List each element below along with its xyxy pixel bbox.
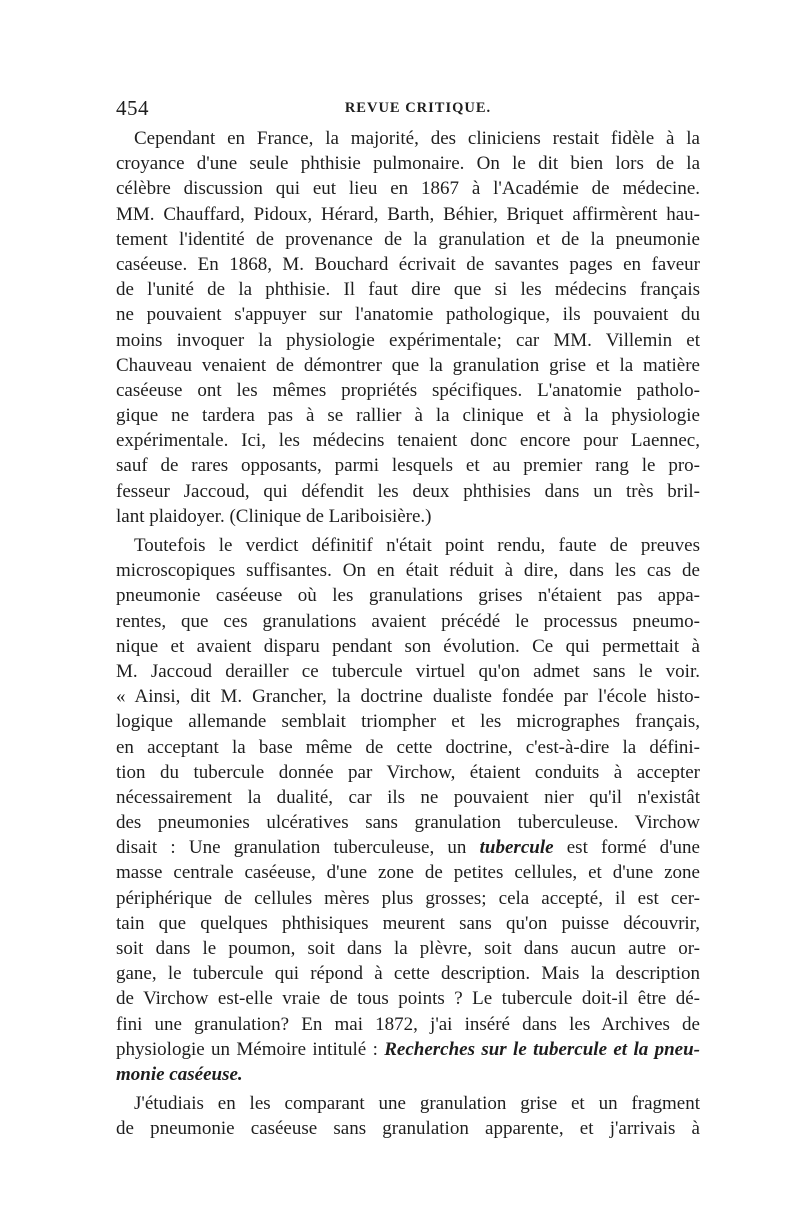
text-line: en acceptant la base même de cette doctrine, c'est-à-dire la défini- bbox=[116, 736, 700, 758]
journal-title: REVUE CRITIQUE. bbox=[344, 100, 492, 116]
line-text-before: disait : Une granulation tuberculeuse, un bbox=[116, 837, 480, 859]
text-line: Chauveau venaient de démontrer que la granulation grise et la matière bbox=[116, 354, 700, 376]
text-line: caséeuse. En 1868, M. Bouchard écrivait de savantes pages en faveur bbox=[116, 253, 700, 275]
memoir-title-end: monie caséeuse. bbox=[116, 1063, 243, 1085]
text-line: tement l'identité de provenance de la granulation et de la pneumonie bbox=[116, 228, 700, 250]
paragraph-2 bbox=[116, 533, 700, 1087]
text-line-with-emphasis bbox=[116, 835, 700, 860]
text-line: tain que quelques phthisiques meurent sans qu'on puisse découvrir, bbox=[116, 912, 700, 934]
text-line: caséeuse ont les mêmes propriétés spécifiques. L'anatomie patholo- bbox=[116, 379, 700, 401]
text-line: gique ne tardera pas à se rallier à la clinique et à la physiologie bbox=[116, 405, 700, 427]
text-line: croyance d'une seule phthisie pulmonaire. On le dit bien lors de la bbox=[116, 153, 700, 175]
text-line: pneumonie caséeuse où les granulations grises n'étaient pas appa- bbox=[116, 585, 700, 607]
text-line-with-title bbox=[116, 1037, 700, 1062]
text-line: des pneumonies ulcératives sans granulation tuberculeuse. Virchow bbox=[116, 812, 700, 834]
text-line: nécessairement la dualité, car ils ne pouvaient nier qu'il n'existât bbox=[116, 786, 700, 808]
text-line: fini une granulation? En mai 1872, j'ai inséré dans les Archives de bbox=[116, 1013, 700, 1035]
body-text bbox=[116, 126, 700, 1142]
text-line: célèbre discussion qui eut lieu en 1867 à l'Académie de médecine. bbox=[116, 178, 700, 200]
text-line: gane, le tubercule qui répond à cette description. Mais la description bbox=[116, 963, 700, 985]
running-head bbox=[116, 96, 700, 126]
text-line: rentes, que ces granulations avaient précédé le processus pneumo- bbox=[116, 610, 700, 632]
text-line: J'étudiais en les comparant une granulation grise et un fragment bbox=[134, 1093, 700, 1115]
text-line: « Ainsi, dit M. Grancher, la doctrine dualiste fondée par l'école histo- bbox=[116, 686, 700, 708]
text-line: ne pouvaient s'appuyer sur l'anatomie pathologique, ils pouvaient du bbox=[116, 304, 700, 326]
line-text-after: est formé d'une bbox=[553, 837, 700, 859]
text-line: masse centrale caséeuse, d'une zone de petites cellules, et d'une zone bbox=[116, 862, 700, 884]
text-line: tion du tubercule donnée par Virchow, étaient conduits à accepter bbox=[116, 761, 700, 783]
memoir-title: Recherches sur le tubercule et la pneu- bbox=[384, 1038, 700, 1060]
emphasis-tubercule: tubercule bbox=[479, 837, 554, 859]
text-line: logique allemande semblait triompher et les micrographes français, bbox=[116, 711, 700, 733]
text-line: microscopiques suffisantes. On en était réduit à dire, dans les cas de bbox=[116, 560, 700, 582]
text-line: lant plaidoyer. (Clinique de Lariboisière.) bbox=[116, 505, 432, 527]
text-line: expérimentale. Ici, les médecins tenaient donc encore pour Laennec, bbox=[116, 430, 700, 452]
text-line: moins invoquer la physiologie expérimentale; car MM. Villemin et bbox=[116, 329, 700, 351]
text-line: Cependant en France, la majorité, des cliniciens restait fidèle à la bbox=[134, 128, 700, 149]
text-line: de l'unité de la phthisie. Il faut dire que si les médecins français bbox=[116, 279, 700, 301]
text-line: fesseur Jaccoud, qui défendit les deux phthisies dans un très bril- bbox=[116, 480, 700, 502]
text-line: MM. Chauffard, Pidoux, Hérard, Barth, Béhier, Briquet affirmèrent hau- bbox=[116, 203, 700, 225]
text-line: de pneumonie caséeuse sans granulation apparente, et j'arrivais à bbox=[116, 1118, 700, 1140]
text-line: sauf de rares opposants, parmi lesquels et au premier rang le pro- bbox=[116, 455, 700, 477]
text-line: périphérique de cellules mères plus grosses; cela accepté, il est cer- bbox=[116, 887, 700, 909]
paragraph-3 bbox=[116, 1091, 700, 1141]
text-line: soit dans le poumon, soit dans la plèvre, soit dans aucun autre or- bbox=[116, 938, 700, 959]
line-text-before: physiologie un Mémoire intitulé : bbox=[116, 1038, 385, 1060]
text-line: nique et avaient disparu pendant son évolution. Ce qui permettait à bbox=[116, 635, 700, 657]
paragraph-1 bbox=[116, 126, 700, 529]
page-number: 454 bbox=[116, 96, 149, 120]
text-line: de Virchow est-elle vraie de tous points ? Le tubercule doit-il être dé- bbox=[116, 988, 700, 1010]
text-line: Toutefois le verdict définitif n'était point rendu, faute de preuves bbox=[134, 535, 700, 556]
text-line: M. Jaccoud derailler ce tubercule virtuel qu'on admet sans le voir. bbox=[116, 660, 700, 682]
